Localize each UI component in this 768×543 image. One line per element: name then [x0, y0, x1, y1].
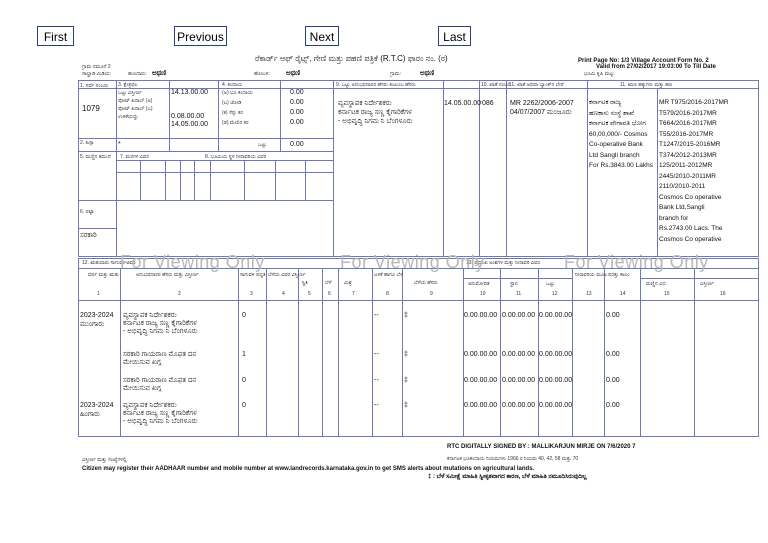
header-owner: ಅನುಭವದಾರರ ಹೆಸರು ಮತ್ತು ವಿಸ್ತೀರ್ಣ — [136, 272, 199, 278]
encumbrance-text — [589, 98, 653, 172]
row-v14: 0.00 — [606, 312, 620, 319]
header-num: 6 — [328, 291, 331, 297]
previous-page-button[interactable]: Previous — [174, 26, 227, 46]
revenue-row-c: (ಕ) ಸೆಸ್ಸು ಕರ — [222, 110, 243, 116]
header-crop-area: ಬೆಳೆಯ ವಿವರ ವಿಸ್ತೀರ್ಣ — [268, 272, 306, 278]
hobli-value: ಅಥಣಿ — [286, 70, 301, 77]
footer-left-note: ವಿಸ್ತೀರ್ಣ ಮತ್ತು ಸಂಖ್ಯೆಗಳಲ್ಲಿ — [82, 457, 127, 463]
row-name-line: ವ್ಯವಸ್ಥಾಪಕ ನಿರ್ದೇಶಕರು — [123, 312, 177, 319]
revenue-value-c: 0.00 — [290, 109, 304, 116]
next-page-button[interactable]: Next — [305, 26, 339, 46]
row-method: 1 — [242, 351, 246, 358]
encumbrance-line: For Rs.3843.00 Lakhs — [589, 162, 653, 169]
owner-khata: 086 — [482, 100, 494, 107]
revenue-row-a: (ಅ) ಭೂ ಕಂದಾಯ — [222, 90, 253, 96]
row-name-line: ಕರ್ನಾಟಕ ರಾಜ್ಯ ಸಣ್ಣ ಕೈಗಾರಿಕೆಗಳ — [123, 410, 197, 417]
revenue-total-label: ಒಟ್ಟು — [258, 142, 267, 148]
header-num: 12 — [552, 291, 558, 297]
row-dash: -- — [374, 312, 379, 319]
header-year-season: ವರ್ಷ ಮತ್ತು ಋತು — [88, 272, 119, 278]
row-name-line: - ಅಭಿವೃದ್ಧಿ ನಿಗಮ ನಿ ಬೆಂಗಳೂರು — [123, 418, 198, 425]
col12-label: 11. ಋಣ ಹಕ್ಕುಗಳು ಮತ್ತು ಹಣ — [620, 82, 673, 88]
header-num: 3 — [250, 291, 253, 297]
col6-label: 6. ಪಟ್ಟಾ — [80, 209, 95, 215]
col10-label: 10. ಖಾತೆ ನಂಬರ — [481, 82, 511, 88]
row-v10: 0.00.00.00 — [464, 377, 498, 384]
encumbrance-line: Co-operative Bank — [589, 141, 643, 148]
area-total-value: 14.13.00.00 — [171, 89, 208, 96]
col7-label: 7. ಮರಗಳ ವಿವರ — [120, 154, 149, 160]
revenue-total-value: 0.00 — [290, 141, 304, 148]
header-status: ಸ್ಥಿತಿ — [302, 280, 308, 286]
valid-from-info: Valid from 27/02/2017 19:03:00 To Till Date — [596, 64, 716, 70]
header-num: 8 — [386, 291, 389, 297]
header-crop-name: ಬೆಳೆಯ ಹೆಸರು — [414, 280, 438, 286]
header-num: 14 — [620, 291, 626, 297]
header-condition: ಷರತ್ತು ಕಾಲಂ — [608, 272, 630, 278]
row-mark: ‡ — [404, 351, 408, 358]
footer-right-note: ಕರ್ನಾಟಕ ಭೂಕಂದಾಯ ನಿಯಮಗಳು 1966 ರ ನಿಯಮ 40, 42, 58 ಮತ್ತು 70 — [447, 456, 579, 462]
row-year: 2023-2024 — [80, 402, 114, 409]
col4-label: 4. ಕಂದಾಯ — [222, 82, 243, 88]
header-method: ಸಾಗುವಳಿ ಪದ್ಧತಿ — [240, 272, 266, 278]
mr-line: 2110/2010-2011 — [659, 183, 706, 190]
mr-line: Rs.2743.00 Lacs. The — [659, 225, 723, 232]
mr-line: 2445/2010-2011MR — [659, 172, 716, 180]
row-name-line: ಕರ್ನಾಟಕ ರಾಜ್ಯ ಸಣ್ಣ ಕೈಗಾರಿಕೆಗಳ — [123, 320, 197, 327]
header-num: 4 — [282, 291, 285, 297]
mr-line: Cosmos Co operative — [659, 193, 722, 201]
watermark: For Viewing Only — [120, 252, 265, 272]
row-season: ಹಿಂಗಾರು — [80, 411, 101, 418]
revenue-row-b: (ಬ) ಜೋಡಿ — [222, 100, 242, 106]
row-v11: 0.00.00.00 — [502, 351, 536, 358]
header-num: 9 — [430, 291, 433, 297]
row-v14: 0.00 — [606, 402, 620, 409]
pot-kharab-a-label: ಪೋಟ್ ಖರಾಬ್ (ಅ) — [118, 98, 153, 104]
last-page-button[interactable]: Last — [438, 26, 471, 46]
revenue-value-a: 0.00 — [290, 89, 304, 96]
encumbrance-line: ಕರ್ನಾಟಕ ರಾಜ್ಯ — [589, 99, 622, 106]
taluk-value-caption: ಹುಲದಾರು: — [128, 71, 147, 77]
header-num: 5 — [308, 291, 311, 297]
encumbrance-line: Ltd Sangli branch — [589, 151, 640, 159]
mr-line: T374/2012-2013MR — [659, 151, 717, 159]
bottom-col13-label: 13. ಪ್ರಮುಖ ಅಂಶಗಳ ಮತ್ತು ನೀರಾವರಿ ವಿವರ — [466, 260, 540, 266]
row-v14: 0.00 — [606, 377, 620, 384]
col9-label: 9. ಒಟ್ಟು ಅನುಭವದಾರರ ಹೆಸರು ಕುಟುಂಬ ಹೆಸರು — [336, 82, 416, 88]
row-mark: ‡ — [404, 377, 408, 384]
mr-line: branch for — [659, 214, 689, 222]
header-num: 10 — [480, 291, 486, 297]
owner-extent: 14.05.00.00 — [444, 100, 481, 107]
header-num: 2 — [178, 291, 181, 297]
row-method: 0 — [242, 402, 246, 409]
mr-line: Cosmos Co operative — [659, 235, 722, 243]
row-v10: 0.00.00.00 — [464, 402, 498, 409]
mutation-line1: MR 2262/2006-2007 — [510, 100, 574, 107]
row-v11: 0.00.00.00 — [502, 312, 536, 319]
row-v12: 0.00.00.00 — [539, 312, 573, 319]
mr-line: T1247/2015-2016MR — [659, 141, 721, 148]
mr-line: MR T975/2016-2017MR — [659, 99, 729, 106]
village-value: ಅಥಣಿ — [420, 70, 435, 77]
row-v12: 0.00.00.00 — [539, 402, 573, 409]
row-name-line: ಸರಕಾರಿ ಗಾಯರಾಣ ಮೊಫತ ದನ — [123, 351, 197, 358]
revenue-value-b: 0.00 — [290, 99, 304, 106]
mr-line: Bank Ltd,Sangli — [659, 204, 705, 211]
mr-line: T664/2016-2017MR — [659, 120, 717, 127]
row-name-line: ಮೇಯಿಸುವ ಖಗ್ಗ — [123, 385, 162, 392]
col2-label: 2. ಹಿಸ್ಸಾ — [80, 140, 94, 146]
revenue-value-d: 0.00 — [290, 119, 304, 126]
encumbrance-line: 60,00,000/- Cosmos — [589, 130, 648, 138]
form-caption: ಗ್ರಾಮ ನಮೂನೆ 2 — [82, 64, 111, 70]
header-total: ಒಟ್ಟು — [546, 281, 555, 287]
owner-name-line1: ವ್ಯವಸ್ಥಾಪಕ ನಿರ್ದೇಶಕರು — [338, 100, 392, 107]
header-num: 13 — [586, 291, 592, 297]
print-page-info: Print Page No: 1/3 Village Account Form No. 2 — [578, 58, 709, 64]
patta-value: ಸರಕಾರಿ — [80, 232, 97, 239]
bottom-col12-label: 12. ಋತುವಾರು ಸಾಗುವಳಿ ವಿವರ — [82, 260, 136, 266]
row-v10: 0.00.00.00 — [464, 351, 498, 358]
row-dash: -- — [374, 377, 379, 384]
row-v14: 0.00 — [606, 351, 620, 358]
owner-name-line2: ಕರ್ನಾಟಕ ರಾಜ್ಯ ಸಣ್ಣ ಕೈಗಾರಿಕೆಗಳ — [338, 109, 412, 116]
encumbrance-line: ಕರ್ನಾಟಕ ವೇಗಾವತಿ ಭೋಗ — [589, 120, 646, 127]
mutation-register-list — [659, 98, 757, 245]
area-balance-value: 14.05.00.00 — [171, 121, 208, 128]
col3-label: 3. ಕ್ಷೇತ್ರಫಲ — [118, 82, 138, 88]
header-irrigation-source: ನೀರಾವರಿಯ ಮೂಲ — [575, 272, 608, 278]
watermark: For Viewing Only — [340, 252, 485, 272]
encumbrance-line: ಹಣಕಾಸು ಸಂಸ್ಥೆ ಶಾಖೆ — [589, 109, 635, 117]
taluk-caption: ಸಾಲ್ಹಾಡಿ ಮಿಡಿಯ: — [82, 71, 112, 77]
col1-label: 1. ಸರ್ವೆ ನಂಬರು — [80, 83, 109, 89]
row-mark: ‡ — [404, 312, 408, 319]
header-num: 11 — [516, 291, 522, 297]
row-mark: ‡ — [404, 402, 408, 409]
header-use: ಬಳಕೆ ಹಾಗೂ ಬೆಳೆ — [374, 272, 403, 278]
row-year: 2023-2024 — [80, 312, 114, 319]
balance-label: ಉಳಿಕೆಯದ್ದು — [118, 114, 139, 120]
row-v12: 0.00.00.00 — [539, 351, 573, 358]
first-page-button[interactable]: First — [37, 26, 74, 46]
row-v11: 0.00.00.00 — [502, 402, 536, 409]
header-approved: ಅನುಮೋದಿತ — [468, 281, 490, 287]
crop-survey-note: ‡ : ಬೆಳೆ ಸಮೀಕ್ಷೆ ಮಾಹಿತಿ ಸ್ವೀಕೃತವಾಗದ ಕಾರಣ, ಬೆಳೆ ಮಾಹಿತಿ ನಮೂದಿಸಿರುವುದಿಲ್ಲ — [428, 474, 587, 480]
row-name-line: ಮೇಯಿಸುವ ಖಗ್ಗ — [123, 359, 162, 366]
header-num: 7 — [352, 291, 355, 297]
document-title: ರೆಕಾರ್ಡ್ ಆಫ್ ರೈಟ್ಸ್, ಗೇಣಿ ಮತ್ತು ಪಹಣಿ ಪತ್ರಿಕೆ (R.T.C) ಫಾರಂ ನಂ. (ರ) — [255, 54, 448, 63]
district-caption: ಭೂಮಿ ಕೃಷಿ ಮಟ್ಟ: — [584, 71, 615, 77]
header-place: ಸ್ಥಾನ — [510, 281, 518, 287]
header-extent: ವಿಸ್ತೀರ್ಣ — [700, 281, 714, 287]
row-dash: -- — [374, 402, 379, 409]
mr-line: T579/2016-2017MR — [659, 109, 717, 117]
row-season: ಮುಂಗಾರು — [80, 321, 105, 328]
header-soil: ಮಣ್ಣಿನ ವಿಧ — [646, 281, 666, 287]
col11-label: 11. ಖಾತೆ ಅಥವಾ ಬ್ಯಾಂಕ್‌ನ ಬೇರೆ — [509, 82, 564, 88]
survey-number: 1079 — [82, 104, 100, 113]
watermark: For Viewing Only — [564, 252, 709, 272]
header-crop: ಬೆಳೆ — [325, 280, 332, 286]
mutation-line2: 04/07/2007 ಮಂಜೂರು — [510, 109, 572, 116]
taluk-value: ಅಥಣಿ — [152, 70, 167, 77]
row-method: 0 — [242, 312, 246, 319]
owner-name-line3: - ಅಭಿವೃದ್ಧಿ ನಿಗಮ ನಿ ಬೆಂಗಳೂರು — [338, 118, 413, 125]
area-total-label: ಒಟ್ಟು ವಿಸ್ತೀರ್ಣ — [118, 90, 142, 96]
mr-line: T55/2016-2017MR — [659, 130, 714, 138]
row-v11: 0.00.00.00 — [502, 377, 536, 384]
mr-line: 125/2011-2012MR — [659, 162, 713, 169]
row-name-line: ಸರಕಾರಿ ಗಾಯರಾಣ ಮೊಫತ ದನ — [123, 377, 197, 384]
row-dash: -- — [374, 351, 379, 358]
hobli-caption: ಹೋಬಳಿ: — [254, 71, 270, 77]
citizen-notice: Citizen may register their AADHAAR number and mobile number at www.landrecords.karnataka.gov.in to get SMS alerts about mutations on agricultural lands. — [82, 466, 535, 472]
hissa-value: * — [118, 141, 121, 148]
row-v12: 0.00.00.00 — [539, 377, 573, 384]
pot-kharab-b-label: ಪೋಟ್ ಖರಾಬ್ (ಬ) — [118, 106, 153, 112]
row-name-line: - ಅಭಿವೃದ್ಧಿ ನಿಗಮ ನಿ ಬೆಂಗಳೂರು — [123, 328, 198, 335]
row-method: 0 — [242, 377, 246, 384]
header-num: 16 — [720, 291, 726, 297]
row-v10: 0.00.00.00 — [464, 312, 498, 319]
revenue-row-d: (ಡ) ಮೇಲಿನ ಕರ — [222, 120, 249, 126]
header-num: 15 — [664, 291, 670, 297]
village-caption: ಗ್ರಾಮ: — [390, 71, 401, 77]
header-num: 1 — [97, 291, 100, 297]
digital-signature-note: RTC DIGITALLY SIGNED BY : MALLIKARJUN MIRJE ON 7/6/2020 7 — [447, 444, 636, 450]
header-mixed: ಮಿಶ್ರ — [344, 280, 352, 286]
area-pot-value: 0.08.00.00 — [171, 113, 205, 120]
col5-label: 5. ಮಣ್ಣಿನ ತಮುನೆ — [80, 154, 111, 160]
row-name-line: ವ್ಯವಸ್ಥಾಪಕ ನಿರ್ದೇಶಕರು — [123, 402, 177, 409]
col8-label: 8. ಭೂಮಿಯ ಸ್ಥಳ ನೀರಾವರಿಯ ವಿವರ — [205, 154, 267, 160]
